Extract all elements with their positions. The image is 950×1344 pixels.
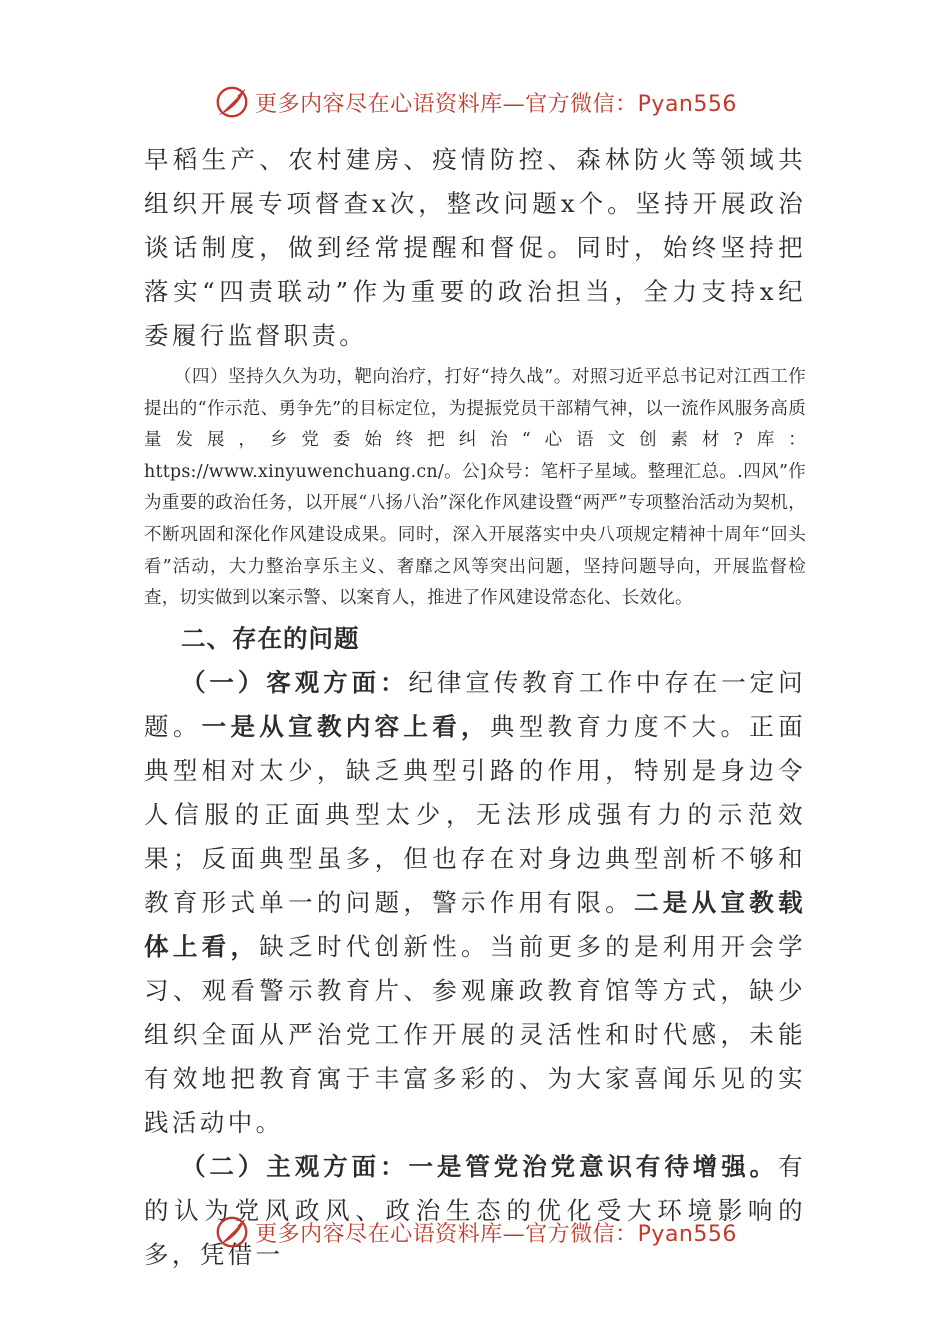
paragraph-2: （四）坚持久久为功，靶向治疗，打好“持久战”。对照习近平总书记对江西工作提出的“作示范、勇争先”的目标定位，为提振党员干部精气神，以一流作风服务高质量发展，乡党委始终把纠治“心语文创素材?库：https://www.xinyuwenchuang.cn/。公]众号：笔杆子星域。整理汇总。.四风”作为重要的政治任务，以开展“八扬八治”深化作风建设暨“两严”专项整治活动为契机，不断巩固和深化作风建设成果。同时，深入开展落实中央八项规定精神十周年“回头看”活动，大力整治享乐主义、奢靡之风等突出问题，坚持问题导向，开展监督检查，切实做到以案示警、以案育人，推进了作风建设常态化、长效化。 xyxy=(144,367,806,609)
para4-text-1: 有的认为党风政风、政治生态的优化受大环境影响的多，凭借一 xyxy=(144,1151,806,1269)
section-heading-2: 二、存在的问题 xyxy=(181,623,360,653)
para3-text-3: 缺乏时代创新性。当前更多的是利用开会学习、观看警示教育片、参观廉政教育馆等方式，缺少组织全面从严治党工作开展的灵活性和时代感，未能有效地把教育寓于丰富多彩的、为大家喜闻乐见的实践活动中。 xyxy=(144,931,806,1137)
footer-banner xyxy=(0,1212,950,1252)
para3-text-2: 典型教育力度不大。正面典型相对太少，缺乏典型引路的作用，特别是身边令人信服的正面典型太少，无法形成强有力的示范效果；反面典型虽多，但也存在对身边典型剖析不够和教育形式单一的问题，警示作用有限。 xyxy=(144,711,806,917)
banner-wechat-label: 官方微信： xyxy=(525,91,638,117)
para3-bold-1: 一是从宣教内容上看， xyxy=(201,711,490,741)
quill-pen-logo-icon xyxy=(213,1213,251,1251)
para4-lead: （二）主观方面： xyxy=(181,1151,409,1181)
para3-text-1: 纪律宣传教育工作中存在一定问题。 xyxy=(144,667,806,741)
paragraph-3 xyxy=(144,661,806,1145)
banner-separator: — xyxy=(502,1221,526,1247)
banner-wechat-label: 官方微信： xyxy=(525,1221,638,1247)
header-banner xyxy=(0,82,950,122)
banner-brand: 更多内容尽在心语资料库 xyxy=(255,91,503,117)
paragraph-1: 早稻生产、农村建房、疫情防控、森林防火等领域共组织开展专项督查x次，整改问题x个。坚持开展政治谈话制度，做到经常提醒和督促。同时，始终坚持把落实“四责联动”作为重要的政治担当，全力支持x纪委履行监督职责。 xyxy=(144,145,806,350)
banner-text xyxy=(255,87,737,118)
banner-wechat-id: Pyan556 xyxy=(637,1221,737,1247)
document-body xyxy=(144,138,806,1277)
para4-bold-1: 一是管党治党意识有待增强。 xyxy=(408,1151,779,1181)
banner-separator: — xyxy=(502,91,526,117)
para3-lead: （一）客观方面： xyxy=(181,667,409,697)
quill-pen-logo-icon xyxy=(213,83,251,121)
paragraph-4 xyxy=(144,1145,806,1277)
banner-brand: 更多内容尽在心语资料库 xyxy=(255,1221,503,1247)
banner-text xyxy=(255,1217,737,1248)
para3-bold-2: 二是从宣教载体上看， xyxy=(144,887,806,961)
banner-wechat-id: Pyan556 xyxy=(637,91,737,117)
